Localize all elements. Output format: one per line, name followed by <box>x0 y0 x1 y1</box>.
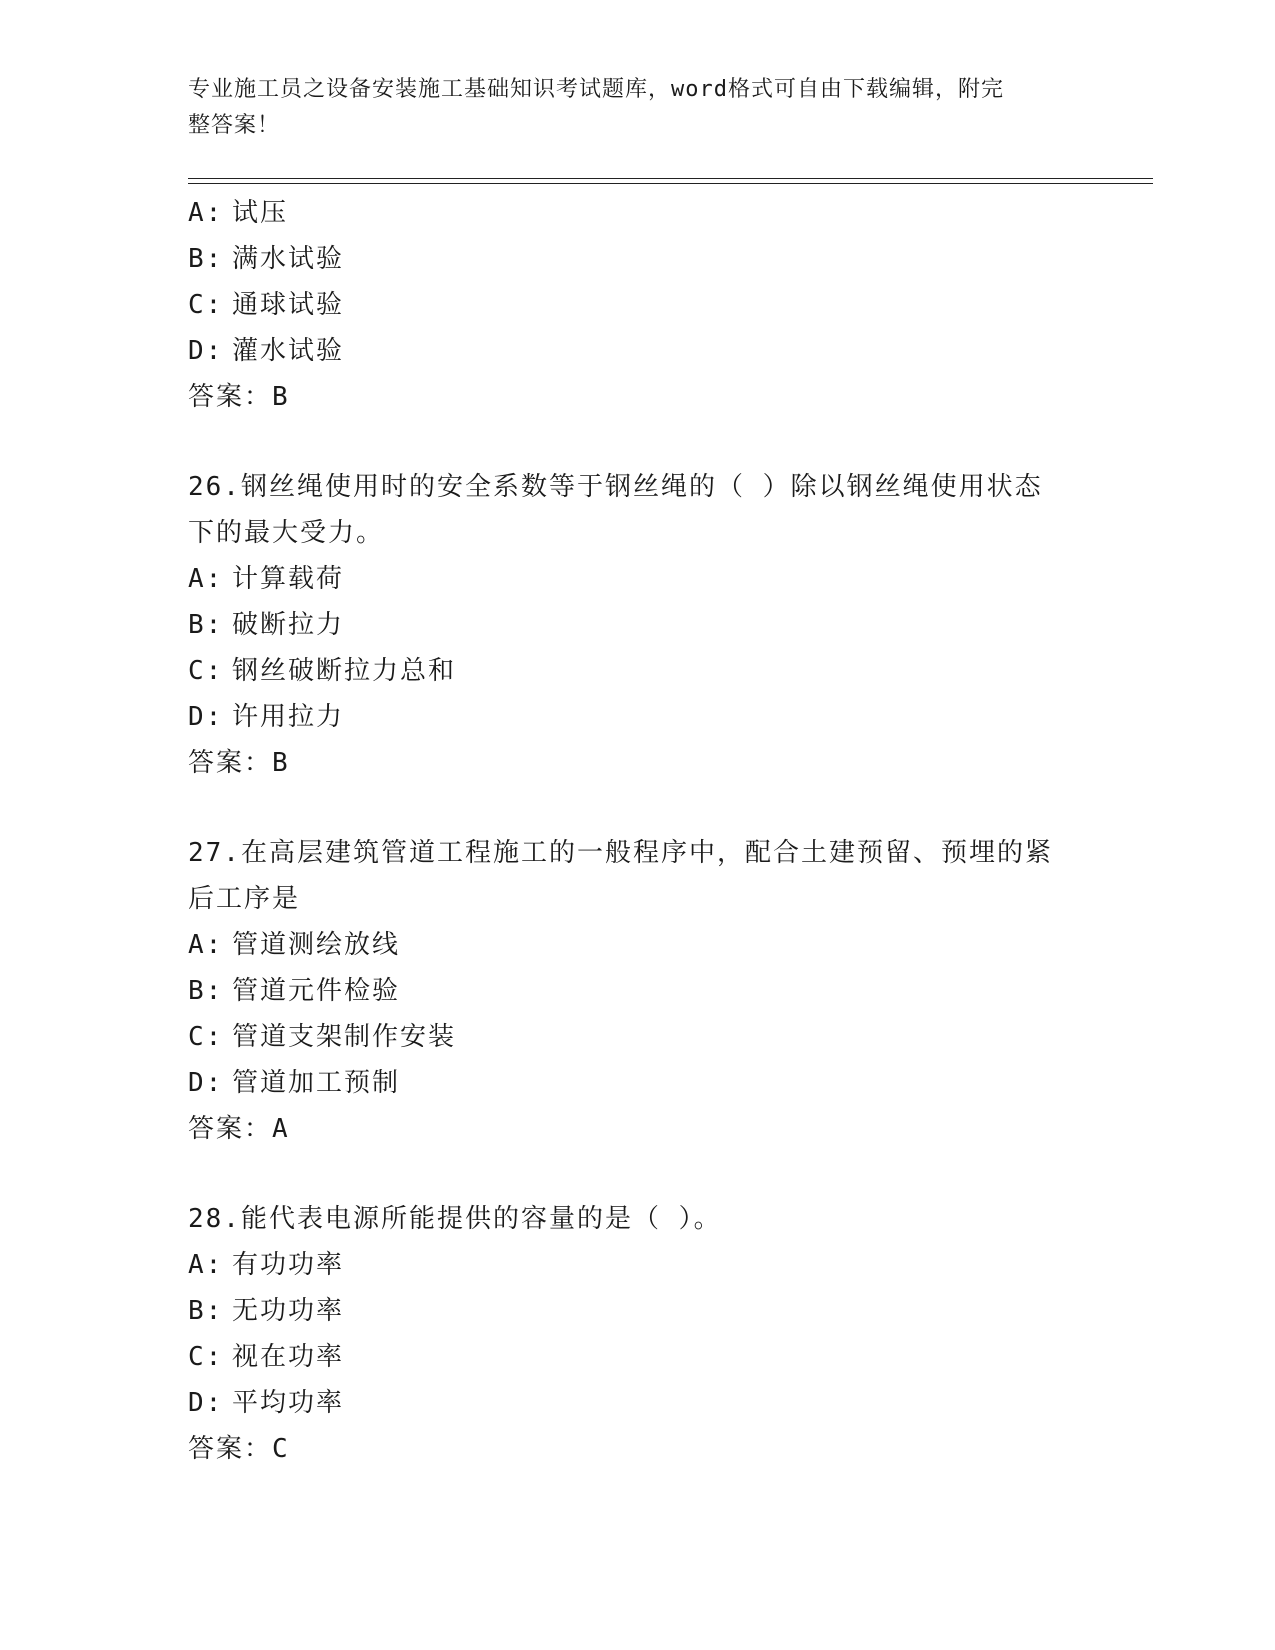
option-letter: B: <box>188 976 224 1006</box>
question-list <box>188 190 1088 1472</box>
option-b <box>188 968 1088 1014</box>
option-letter: B: <box>188 1296 224 1326</box>
option-text: 满水试验 <box>232 244 345 274</box>
option-letter: A: <box>188 198 224 228</box>
question-stem-line-2: 后工序是 <box>188 884 301 914</box>
question-27 <box>188 830 1088 1152</box>
option-letter: D: <box>188 336 224 366</box>
question-28 <box>188 1196 1088 1472</box>
option-text: 钢丝破断拉力总和 <box>232 656 457 686</box>
option-letter: C: <box>188 1342 224 1372</box>
option-letter: D: <box>188 1068 224 1098</box>
option-letter: B: <box>188 610 224 640</box>
option-text: 管道元件检验 <box>232 976 401 1006</box>
option-a <box>188 1242 1088 1288</box>
option-text: 平均功率 <box>232 1388 345 1418</box>
option-d <box>188 1380 1088 1426</box>
document-header <box>188 72 1088 144</box>
answer-line: 答案：B <box>188 382 290 412</box>
header-line-1: 专业施工员之设备安装施工基础知识考试题库，word格式可自由下载编辑，附完 <box>188 77 1004 102</box>
option-b <box>188 1288 1088 1334</box>
option-d <box>188 1060 1088 1106</box>
option-a <box>188 556 1088 602</box>
option-text: 管道测绘放线 <box>232 930 401 960</box>
option-letter: C: <box>188 290 224 320</box>
option-text: 破断拉力 <box>232 610 345 640</box>
option-c <box>188 1014 1088 1060</box>
option-text: 无功功率 <box>232 1296 345 1326</box>
option-letter: D: <box>188 702 224 732</box>
option-text: 通球试验 <box>232 290 345 320</box>
option-text: 管道支架制作安装 <box>232 1022 457 1052</box>
option-letter: C: <box>188 656 224 686</box>
option-d <box>188 694 1088 740</box>
option-letter: A: <box>188 930 224 960</box>
question-stem <box>188 830 1088 922</box>
header-divider-top <box>188 178 1153 179</box>
option-letter: C: <box>188 1022 224 1052</box>
option-letter: A: <box>188 564 224 594</box>
option-c <box>188 648 1088 694</box>
header-divider-bottom <box>188 183 1153 184</box>
option-text: 管道加工预制 <box>232 1068 401 1098</box>
option-text: 视在功率 <box>232 1342 345 1372</box>
answer-line: 答案：A <box>188 1114 290 1144</box>
question-stem <box>188 464 1088 556</box>
question-stem-line-2: 下的最大受力。 <box>188 518 385 548</box>
option-text: 灌水试验 <box>232 336 345 366</box>
answer-line: 答案：C <box>188 1434 290 1464</box>
option-text: 试压 <box>232 198 289 228</box>
option-text: 计算载荷 <box>232 564 345 594</box>
option-a <box>188 922 1088 968</box>
option-a <box>188 190 1088 236</box>
question-25 <box>188 190 1088 420</box>
option-text: 有功功率 <box>232 1250 345 1280</box>
option-text: 许用拉力 <box>232 702 345 732</box>
option-c <box>188 1334 1088 1380</box>
option-letter: A: <box>188 1250 224 1280</box>
option-b <box>188 602 1088 648</box>
option-c <box>188 282 1088 328</box>
question-stem <box>188 1196 1088 1242</box>
header-line-2: 整答案！ <box>188 113 281 138</box>
answer-line: 答案：B <box>188 748 290 778</box>
question-stem-line-1: 26.钢丝绳使用时的安全系数等于钢丝绳的（ ）除以钢丝绳使用状态 <box>188 472 1043 502</box>
option-letter: B: <box>188 244 224 274</box>
question-stem-line-1: 27.在高层建筑管道工程施工的一般程序中，配合土建预留、预埋的紧 <box>188 838 1053 868</box>
option-d <box>188 328 1088 374</box>
question-26 <box>188 464 1088 786</box>
option-letter: D: <box>188 1388 224 1418</box>
question-stem-line-1: 28.能代表电源所能提供的容量的是（ ）。 <box>188 1204 722 1234</box>
option-b <box>188 236 1088 282</box>
